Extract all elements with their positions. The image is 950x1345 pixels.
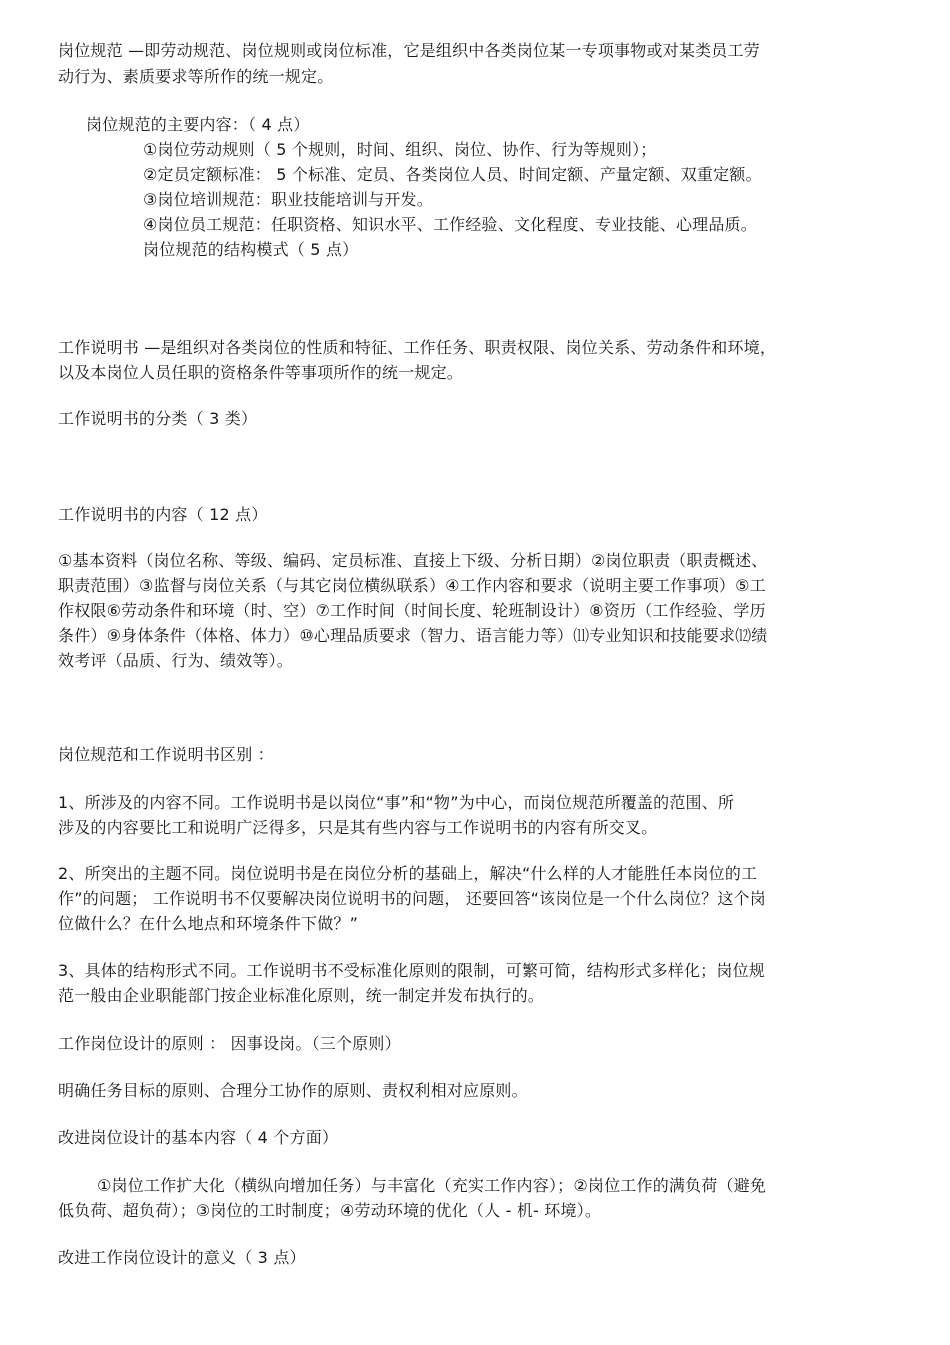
paragraph-line: 位做什么？在什么地点和环境条件下做？” [58,914,359,933]
section-heading: 工作岗位设计的原则 ： 因事设岗。（三个原则） [58,1034,401,1053]
paragraph-line: ①岗位工作扩大化（横纵向增加任务）与丰富化（充实工作内容）；②岗位工作的满负荷（避免 [97,1176,767,1195]
paragraph-line: 作”的问题； 工作说明书不仅要解决岗位说明书的问题， 还要回答“该岗位是一个什么岗位？这个岗 [58,889,766,908]
section-heading: 工作说明书的分类（ 3 类） [58,409,258,428]
section-heading: 岗位规范和工作说明书区别 ： [58,745,274,764]
paragraph-line: ①基本资料（岗位名称、等级、编码、定员标准、直接上下级、分析日期）②岗位职责（职责概述、 [58,551,768,570]
paragraph-line: 条件）⑨身体条件（体格、体力）⑩心理品质要求（智力、语言能力等）⑾专业知识和技能要求⑿绩 [58,626,768,645]
section-heading: 改进工作岗位设计的意义（ 3 点） [58,1248,306,1267]
section-heading: 工作说明书的内容（ 12 点） [58,505,268,524]
list-item: ②定员定额标准： 5 个标准、定员、各类岗位人员、时间定额、产量定额、双重定额。 [143,165,762,184]
section-heading: 岗位规范的主要内容：（ 4 点） [86,115,310,134]
paragraph-line: 以及本岗位人员任职的资格条件等事项所作的统一规定。 [58,363,464,382]
paragraph-line: 明确任务目标的原则、合理分工协作的原则、责权利相对应原则。 [58,1081,528,1100]
paragraph-line: 效考评（品质、行为、绩效等）。 [58,651,294,670]
list-item: ③岗位培训规范：职业技能培训与开发。 [143,190,433,209]
list-item: ④岗位员工规范：任职资格、知识水平、工作经验、文化程度、专业技能、心理品质。 [143,215,757,234]
paragraph-line: 动行为、素质要求等所作的统一规定。 [58,67,334,86]
list-item: ①岗位劳动规则（ 5 个规则，时间、组织、岗位、协作、行为等规则）； [143,140,657,159]
paragraph-line: 工作说明书 —是组织对各类岗位的性质和特征、工作任务、职责权限、岗位关系、劳动条件和环境， [58,338,777,357]
paragraph-line: 范一般由企业职能部门按企业标准化原则，统一制定并发布执行的。 [58,986,545,1005]
paragraph-line: 涉及的内容要比工和说明广泛得多，只是其有些内容与工作说明书的内容有所交叉。 [58,818,658,837]
section-heading: 改进岗位设计的基本内容（ 4 个方面） [58,1128,339,1147]
paragraph-line: 职责范围）③监督与岗位关系（与其它岗位横纵联系）④工作内容和要求（说明主要工作事项）⑤工 [58,576,766,595]
paragraph-line: 2、所突出的主题不同。岗位说明书是在岗位分析的基础上，解决“什么样的人才能胜任本岗位的工 [58,864,758,883]
section-heading: 岗位规范的结构模式（ 5 点） [143,240,359,259]
paragraph-line: 1、所涉及的内容不同。工作说明书是以岗位“事”和“物”为中心，而岗位规范所覆盖的范围、所 [58,793,735,812]
paragraph-line: 岗位规范 —即劳动规范、岗位规则或岗位标准，它是组织中各类岗位某一专项事物或对某类员工劳 [58,41,760,60]
paragraph-line: 3、具体的结构形式不同。工作说明书不受标准化原则的限制，可繁可简，结构形式多样化；岗位规 [58,961,765,980]
paragraph-line: 作权限⑥劳动条件和环境（时、空）⑦工作时间（时间长度、轮班制设计）⑧资历（工作经验、学历 [58,601,766,620]
paragraph-line: 低负荷、超负荷）；③岗位的工时制度；④劳动环境的优化（人 - 机- 环境）。 [58,1201,602,1220]
